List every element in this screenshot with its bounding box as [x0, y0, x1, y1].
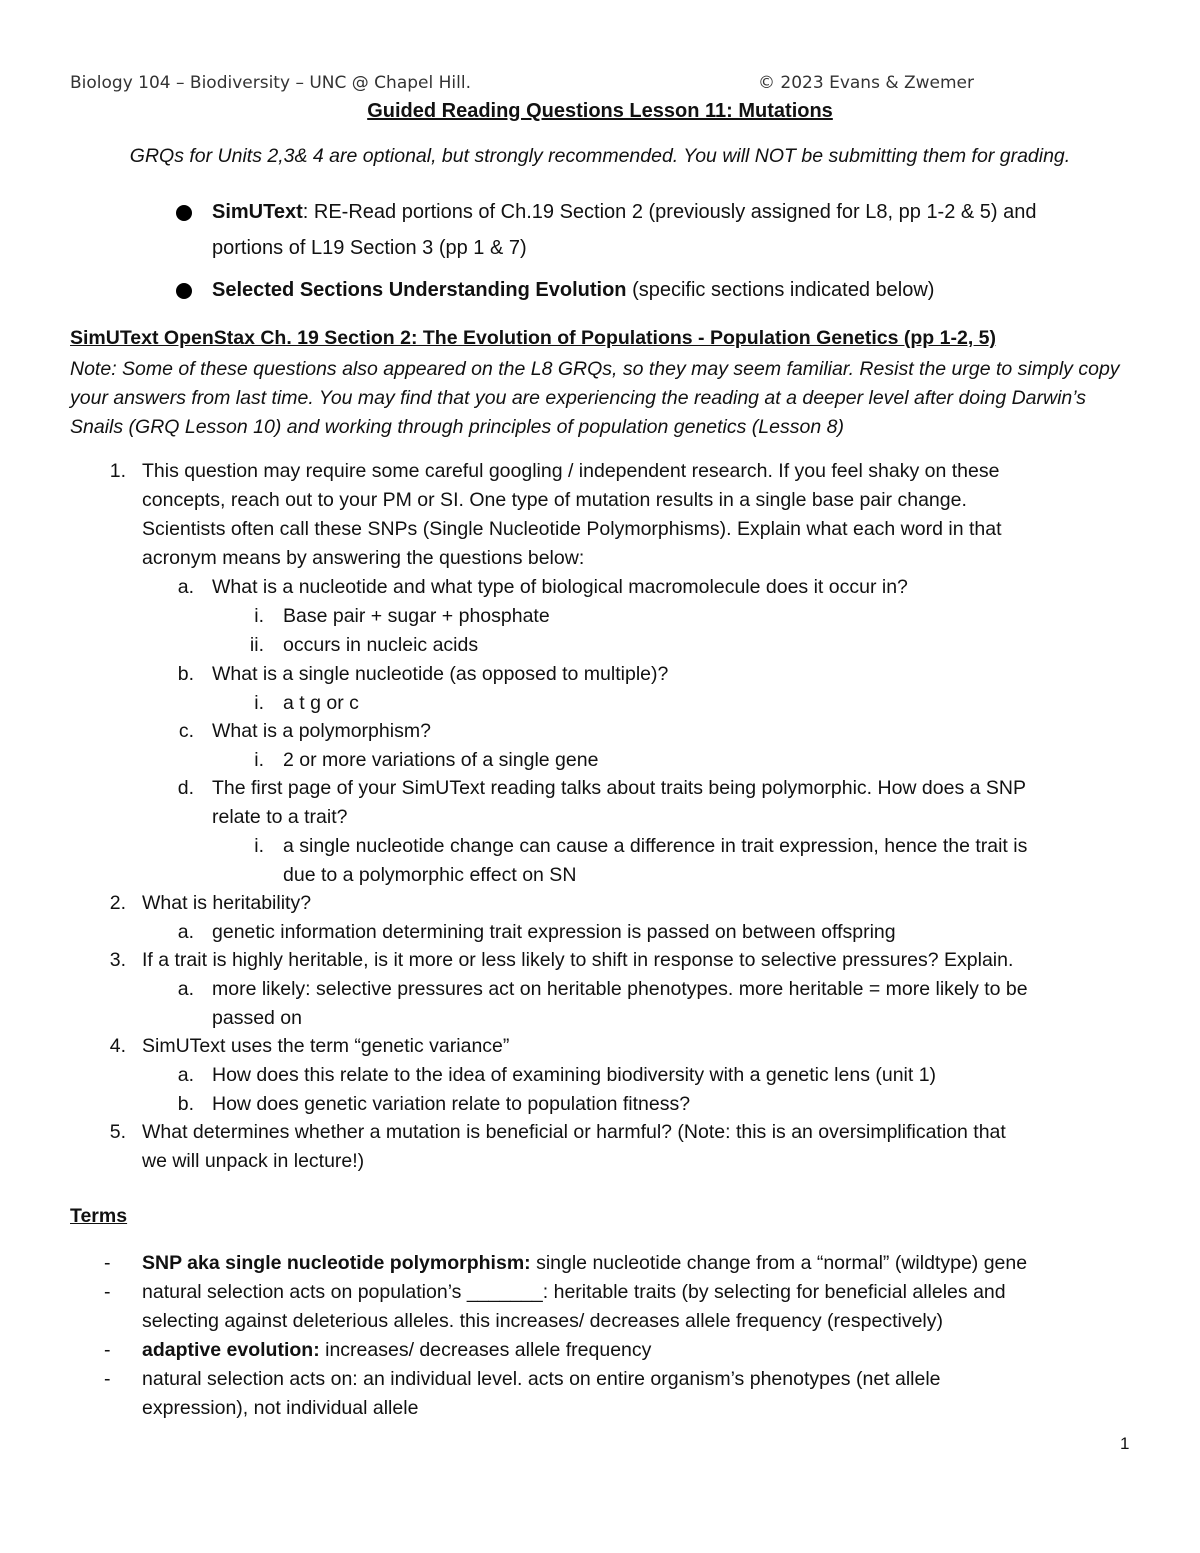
q1c-i-text: 2 or more variations of a single gene [283, 749, 599, 771]
term-dash: - [104, 1368, 111, 1390]
q1a-i-text: Base pair + sugar + phosphate [283, 605, 550, 627]
q1c-text: What is a polymorphism? [212, 720, 431, 742]
bullet-dot-icon [176, 283, 192, 299]
q3a-text: more likely: selective pressures act on heritable phenotypes. more heritable = more likely to be [212, 978, 1028, 1000]
q1b-i-mark: i. [254, 692, 264, 714]
q1b-i-text: a t g or c [283, 692, 359, 714]
term-text-cont: expression), not individual allele [142, 1397, 419, 1419]
section-heading: SimUText OpenStax Ch. 19 Section 2: The Evolution of Populations - Population Genetics (pp 1-2, 5) [70, 327, 996, 349]
bullet-dot-icon [176, 205, 192, 221]
bullet-bold: SimUText [212, 201, 303, 223]
q1b-text: What is a single nucleotide (as opposed to multiple)? [212, 663, 669, 685]
q1d-i-mark: i. [254, 835, 264, 857]
terms-heading: Terms [70, 1205, 128, 1227]
q3-number: 3. [109, 949, 126, 971]
q1a-ii-mark: ii. [249, 634, 264, 656]
q5-text-cont: we will unpack in lecture!) [142, 1150, 365, 1172]
q1-line: acronym means by answering the questions below: [142, 547, 585, 569]
bullet-simutext [212, 194, 1112, 266]
section-note: Note: Some of these questions also appeared on the L8 GRQs, so they may seem familiar. Resist the urge to simply copy your answers from last time. You may find that you are experiencing the reading at a deeper level after doing Darwin’s Snails (GRQ Lesson 10) and working through principles of population genetics (Lesson 8) [70, 358, 1120, 438]
term-item [142, 1249, 1027, 1278]
page-number: 1 [1120, 1434, 1130, 1453]
q1c-i-mark: i. [254, 749, 264, 771]
q1d-text: The first page of your SimUText reading talks about traits being polymorphic. How does a SNP [212, 777, 1026, 799]
q1a-mark: a. [177, 576, 194, 598]
term-text: single nucleotide change from a “normal” (wildtype) gene [530, 1252, 1028, 1274]
q3a-text-cont: passed on [212, 1007, 302, 1029]
q2-text: What is heritability? [142, 892, 312, 914]
q2a-mark: a. [177, 921, 194, 943]
term-text: natural selection acts on population’s _______: heritable traits (by selecting for beneficial alleles and [142, 1281, 1006, 1303]
q4a-text: How does this relate to the idea of examining biodiversity with a genetic lens (unit 1) [212, 1064, 937, 1086]
q1a-text: What is a nucleotide and what type of biological macromolecule does it occur in? [212, 576, 908, 598]
q1-line: concepts, reach out to your PM or SI. One type of mutation results in a single base pair change. [142, 489, 967, 511]
q4b-text: How does genetic variation relate to population fitness? [212, 1093, 691, 1115]
header-copyright: © 2023 Evans & Zwemer [758, 73, 975, 93]
q4-text: SimUText uses the term “genetic variance” [142, 1035, 510, 1057]
bullet-text: : RE-Read portions of Ch.19 Section 2 (previously assigned for L8, pp 1-2 & 5) and [302, 201, 1037, 223]
q4-number: 4. [109, 1035, 126, 1057]
page-title: Guided Reading Questions Lesson 11: Mutations [367, 100, 833, 122]
q1d-mark: d. [177, 777, 194, 799]
q1-number: 1. [109, 460, 126, 482]
term-bold: SNP aka single nucleotide polymorphism: [142, 1252, 531, 1274]
term-text-cont: selecting against deleterious alleles. this increases/ decreases allele frequency (respectively) [142, 1310, 943, 1332]
q1d-text-cont: relate to a trait? [212, 806, 348, 828]
q1d-i-text: a single nucleotide change can cause a difference in trait expression, hence the trait is [283, 835, 1028, 857]
q5-number: 5. [109, 1121, 126, 1143]
term-dash: - [104, 1339, 111, 1361]
q1a-ii-text: occurs in nucleic acids [283, 634, 479, 656]
q1d-i-text-cont: due to a polymorphic effect on SN [283, 864, 577, 886]
q1b-mark: b. [177, 663, 194, 685]
q3a-mark: a. [177, 978, 194, 1000]
q1c-mark: c. [178, 720, 194, 742]
term-dash: - [104, 1281, 111, 1303]
q3-text: If a trait is highly heritable, is it more or less likely to shift in response to selective pressures? Explain. [142, 949, 1014, 971]
header-course: Biology 104 – Biodiversity – UNC @ Chapel Hill. [70, 73, 471, 93]
bullet-selected-sections [212, 272, 1112, 308]
bullet-bold: Selected Sections Understanding Evolution [212, 279, 627, 301]
subtitle: GRQs for Units 2,3& 4 are optional, but strongly recommended. You will NOT be submitting them for grading. [129, 145, 1071, 167]
q1-line: Scientists often call these SNPs (Single Nucleotide Polymorphisms). Explain what each word in that [142, 518, 1002, 540]
term-text: natural selection acts on: an individual level. acts on entire organism’s phenotypes (net allele [142, 1368, 941, 1390]
bullet-text: (specific sections indicated below) [626, 279, 935, 301]
term-dash: - [104, 1252, 111, 1274]
q1-line: This question may require some careful googling / independent research. If you feel shaky on these [142, 460, 1000, 482]
q5-text: What determines whether a mutation is beneficial or harmful? (Note: this is an oversimplification that [142, 1121, 1006, 1143]
q1a-i-mark: i. [254, 605, 264, 627]
q4b-mark: b. [177, 1093, 194, 1115]
q4a-mark: a. [177, 1064, 194, 1086]
q2-number: 2. [109, 892, 126, 914]
q2a-text: genetic information determining trait expression is passed on between offspring [212, 921, 896, 943]
term-item [142, 1336, 651, 1365]
bullet-text-cont: portions of L19 Section 3 (pp 1 & 7) [212, 237, 527, 259]
term-bold: adaptive evolution: [142, 1339, 320, 1361]
term-text: increases/ decreases allele frequency [319, 1339, 652, 1361]
